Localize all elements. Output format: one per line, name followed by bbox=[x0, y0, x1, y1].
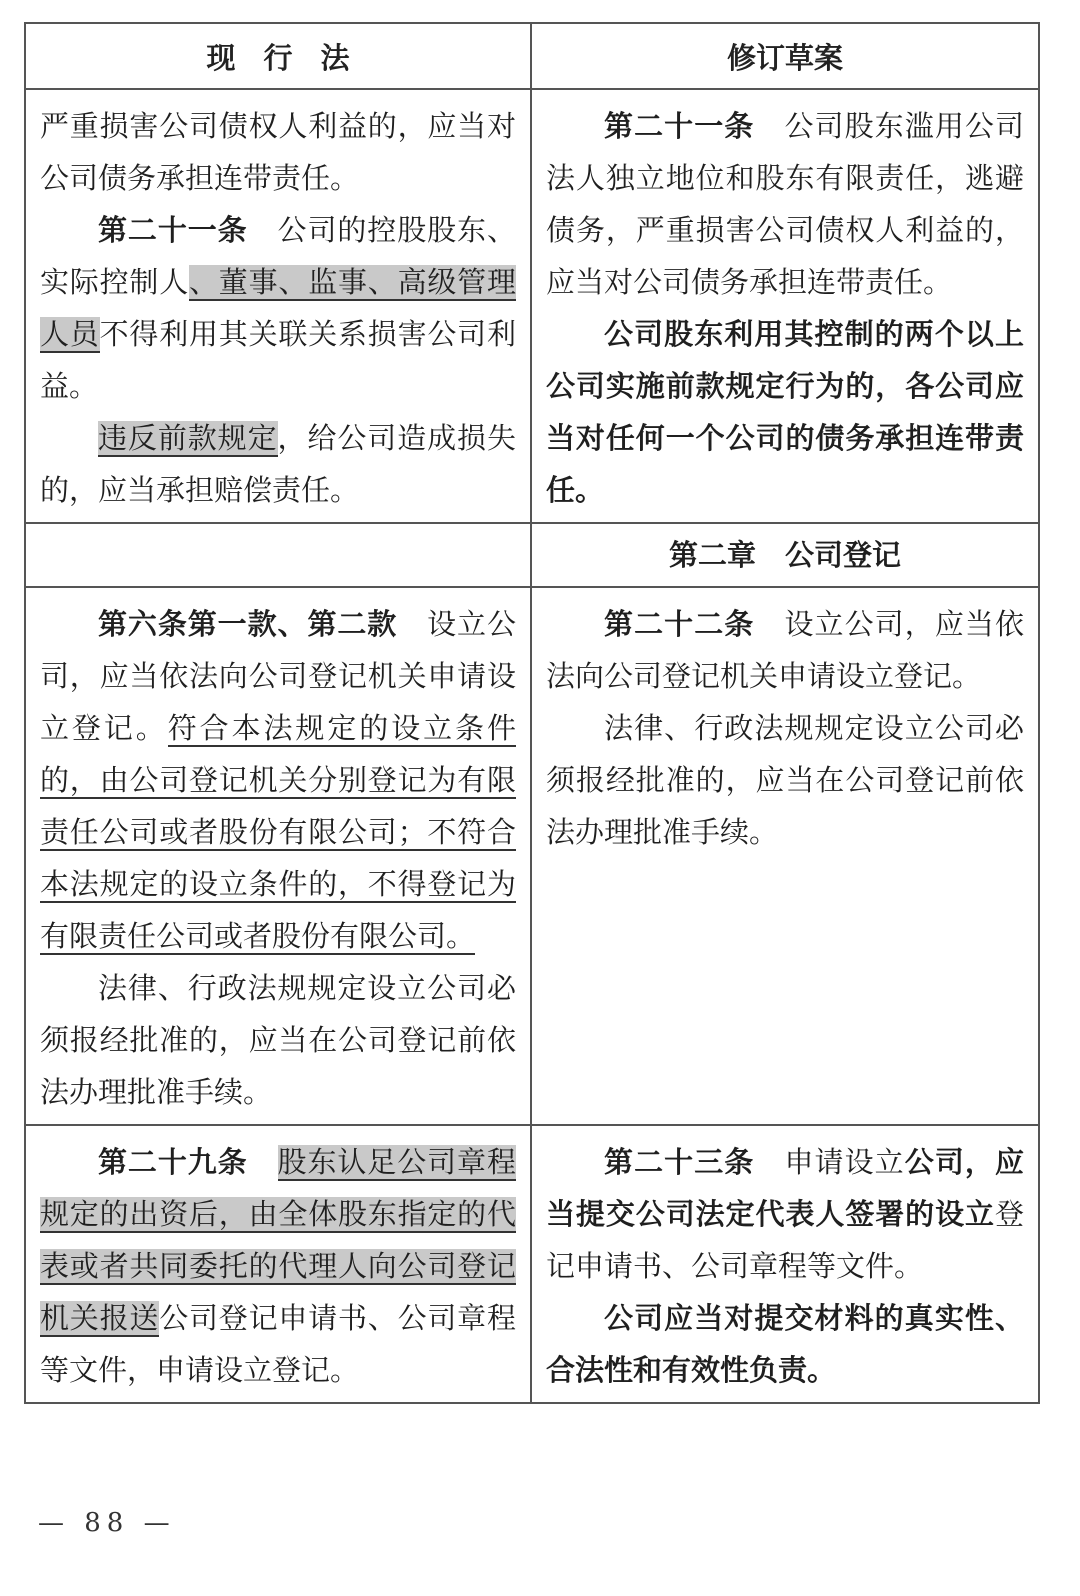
bold-text: 第二十二条 bbox=[604, 607, 755, 641]
revised-draft-cell bbox=[531, 587, 1039, 1125]
highlighted-deleted-text: 违反前款规定 bbox=[98, 421, 278, 455]
text: 申请设立 bbox=[754, 1145, 905, 1179]
text: 公司登记申请书、公司章程等文件，申请设立登记。 bbox=[40, 1301, 516, 1387]
current-law-cell bbox=[25, 1125, 531, 1403]
cell-content bbox=[532, 90, 1038, 522]
bold-text: 公司应当对提交材料的真实性、合法性和有效性负责。 bbox=[546, 1301, 1024, 1387]
paragraph bbox=[40, 1136, 516, 1396]
bold-text: 第二十九条 bbox=[98, 1145, 248, 1179]
cell-content bbox=[532, 1126, 1038, 1402]
highlighted-deleted-text: 、董事、监事、高级管理人员 bbox=[40, 265, 516, 351]
article-row bbox=[25, 1125, 1039, 1403]
text: 公司股东滥用公司法人独立地位和股东有限责任，逃避债务，严重损害公司债权人利益的，应当对公司债务承担连带责任。 bbox=[546, 109, 1024, 299]
comparison-table bbox=[24, 22, 1040, 1404]
bold-text: 第二十三条 bbox=[604, 1145, 755, 1179]
text: ，给公司造成损失的，应当承担赔偿责任。 bbox=[40, 421, 516, 507]
page-number: — 88 — bbox=[38, 1508, 176, 1538]
paragraph bbox=[40, 412, 516, 516]
underlined-text: 符合本法规定的设立条件的，由公司登记机关分别登记为有限责任公司或者股份有限公司；不符合本法规定的设立条件的，不得登记为有限责任公司或者股份有限公司。 bbox=[40, 711, 516, 953]
text: 不得利用其关联关系损害公司利益。 bbox=[40, 317, 516, 403]
cell-content bbox=[26, 90, 530, 522]
text: 公司的控股股东、实际控制人 bbox=[40, 213, 516, 299]
paragraph bbox=[546, 308, 1024, 516]
article-row bbox=[25, 587, 1039, 1125]
table-body bbox=[25, 89, 1039, 1403]
paragraph bbox=[40, 100, 516, 204]
chapter-title: 第二章 公司登记 bbox=[531, 523, 1039, 587]
paragraph bbox=[546, 1292, 1024, 1396]
paragraph bbox=[40, 962, 516, 1118]
highlighted-deleted-text: 股东认足公司章程规定的出资后，由全体股东指定的代表或者共同委托的代理人向公司登记机关报送 bbox=[40, 1145, 516, 1335]
bold-text: 第六条第一款、第二款 bbox=[98, 607, 398, 641]
bold-text: 公司股东利用其控制的两个以上公司实施前款规定行为的，各公司应当对任何一个公司的债务承担连带责任。 bbox=[546, 317, 1024, 507]
bold-text: 第二十一条 bbox=[604, 109, 755, 143]
text: 登记申请书、公司章程等文件。 bbox=[546, 1197, 1024, 1283]
current-law-cell bbox=[25, 587, 531, 1125]
paragraph bbox=[40, 204, 516, 412]
text: 法律、行政法规规定设立公司必须报经批准的，应当在公司登记前依法办理批准手续。 bbox=[40, 971, 516, 1109]
text: 设立公司，应当依法向公司登记机关申请设立登记。 bbox=[546, 607, 1024, 693]
paragraph bbox=[40, 598, 516, 962]
cell-content bbox=[532, 588, 1038, 864]
current-law-cell bbox=[25, 89, 531, 523]
text bbox=[248, 1145, 278, 1179]
header-current-law: 现行法 bbox=[25, 23, 531, 89]
table-header-row bbox=[25, 23, 1039, 89]
paragraph bbox=[546, 100, 1024, 308]
paragraph bbox=[546, 598, 1024, 702]
article-row bbox=[25, 89, 1039, 523]
bold-text: 第二十一条 bbox=[98, 213, 248, 247]
chapter-row bbox=[25, 523, 1039, 587]
text: 设立公司，应当依法向公司登记机关申请设立登记。 bbox=[40, 607, 516, 745]
text: 严重损害公司债权人利益的，应当对公司债务承担连带责任。 bbox=[40, 109, 516, 195]
paragraph bbox=[546, 1136, 1024, 1292]
cell-content bbox=[26, 1126, 530, 1402]
chapter-left-cell bbox=[25, 523, 531, 587]
text: 法律、行政法规规定设立公司必须报经批准的，应当在公司登记前依法办理批准手续。 bbox=[546, 711, 1024, 849]
paragraph bbox=[546, 702, 1024, 858]
bold-text: 公司，应当提交公司法定代表人签署的设立 bbox=[546, 1145, 1024, 1231]
header-revised-draft: 修订草案 bbox=[531, 23, 1039, 89]
revised-draft-cell bbox=[531, 89, 1039, 523]
revised-draft-cell bbox=[531, 1125, 1039, 1403]
cell-content bbox=[26, 588, 530, 1124]
